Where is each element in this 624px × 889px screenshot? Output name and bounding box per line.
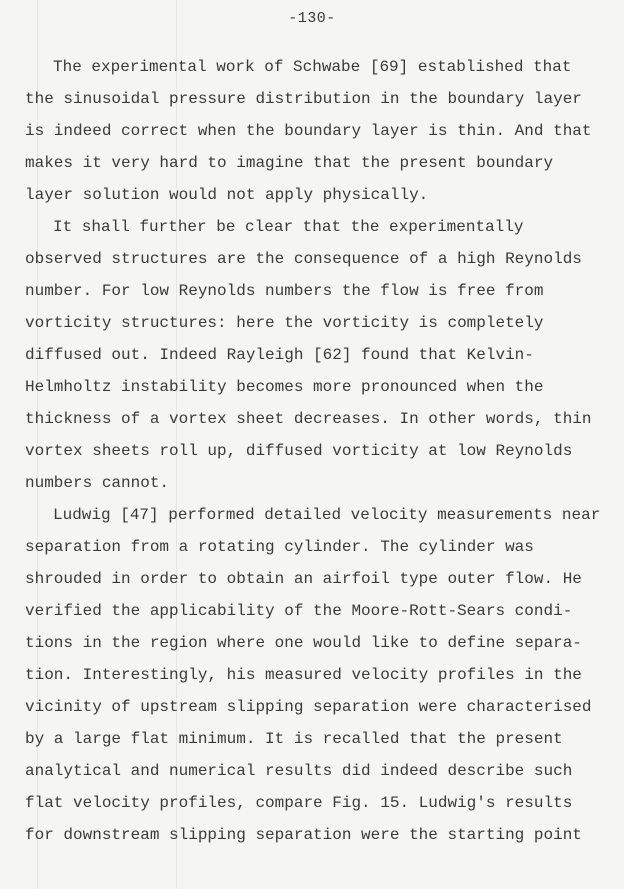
text-line: verified the applicability of the Moore-Rott-Sears condi- [25,602,573,620]
text-line: is indeed correct when the boundary layer is thin. And that [25,122,592,140]
text-line: flat velocity profiles, compare Fig. 15. Ludwig's results [25,794,573,812]
text-line: vortex sheets roll up, diffused vorticity at low Reynolds [25,442,573,460]
text-line: for downstream slipping separation were the starting point [25,826,582,844]
text-line: Helmholtz instability becomes more pronounced when the [25,378,544,396]
text-line: The experimental work of Schwabe [69] established that [53,58,572,76]
text-line: by a large flat minimum. It is recalled that the present [25,730,563,748]
text-line: diffused out. Indeed Rayleigh [62] found that Kelvin- [25,346,534,364]
text-line: thickness of a vortex sheet decreases. In other words, thin [25,410,592,428]
text-line: makes it very hard to imagine that the present boundary [25,154,554,172]
text-line: shrouded in order to obtain an airfoil type outer flow. He [25,570,582,588]
text-line: vicinity of upstream slipping separation were characterised [25,698,592,716]
text-line: tions in the region where one would like to define separa- [25,634,582,652]
text-line: analytical and numerical results did indeed describe such [25,762,573,780]
text-line: layer solution would not apply physically. [25,186,429,204]
text-line: It shall further be clear that the experimentally [53,218,524,236]
text-line: the sinusoidal pressure distribution in the boundary layer [25,90,582,108]
text-line: numbers cannot. [25,474,170,492]
text-line: Ludwig [47] performed detailed velocity measurements near [53,506,601,524]
text-line: observed structures are the consequence of a high Reynolds [25,250,582,268]
page-number: -130- [288,10,336,27]
text-line: number. For low Reynolds numbers the flow is free from [25,282,544,300]
text-line: separation from a rotating cylinder. The cylinder was [25,538,534,556]
text-line: vorticity structures: here the vorticity is completely [25,314,544,332]
text-line: tion. Interestingly, his measured velocity profiles in the [25,666,582,684]
